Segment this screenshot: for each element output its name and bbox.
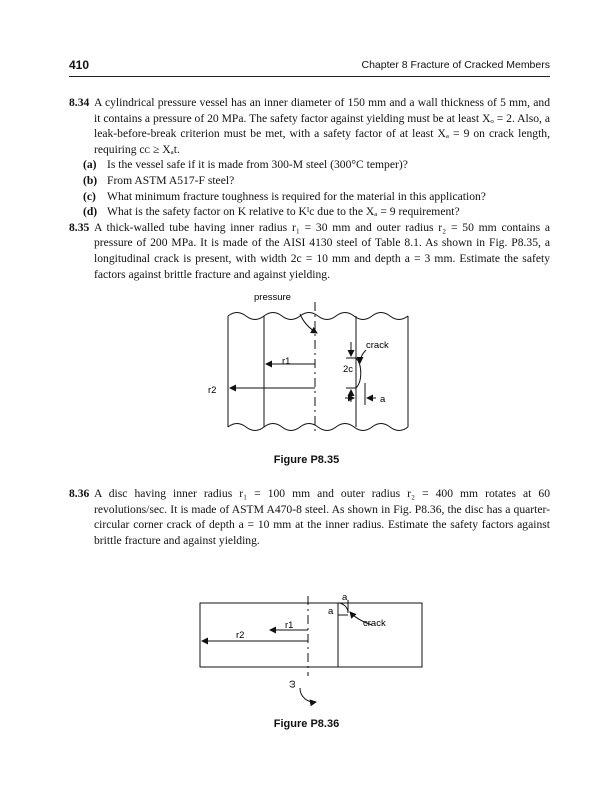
r1-label: r1: [282, 356, 291, 367]
page-header: [69, 58, 550, 77]
a-label: a: [380, 394, 386, 405]
chapter-title: Chapter 8 Fracture of Cracked Members: [361, 59, 550, 71]
crack-label: crack: [363, 618, 386, 629]
problem-text: A disc having inner radius r₁ = 100 mm and outer radius r₂ = 400 mm rotates at 60 revolutions/sec. It is made of ASTM A470-8 steel. As shown in Fig. P8.36, the disc has a quarter-circular corner crack of depth a = 10 mm at the inner radius. Estimate the safety factors against brittle fracture and against yielding.: [94, 487, 550, 547]
problem-8-35: [69, 220, 550, 282]
problem-part-d: (d) What is the safety factor on K relative to Kᴵc due to the Xₐ = 9 requirement?: [83, 205, 460, 219]
wavy-top-edge: [228, 313, 408, 320]
rotation-arrow: [300, 688, 316, 702]
a-side-label: a: [328, 606, 334, 617]
problem-part-b: (b) From ASTM A517-F steel?: [83, 173, 235, 187]
pressure-label: pressure: [254, 292, 291, 303]
crack-leader: [360, 350, 366, 363]
problem-number: 8.34: [69, 96, 90, 109]
crack-label: crack: [366, 340, 389, 351]
problem-text: A thick-walled tube having inner radius r₁ = 30 mm and outer radius r₂ = 50 mm contains a pressure of 200 MPa. It is made of the AISI 4130 steel of Table 8.1. As shown in Fig. P8.35, a longitudinal crack is present, with width 2c = 10 mm and depth a = 3 mm. Estimate the safety factors against brittle fracture and against yielding.: [94, 220, 550, 281]
problem-parts: [69, 157, 550, 219]
problem-part-c: (c) What minimum fracture toughness is required for the material in this application?: [83, 189, 486, 203]
figure-p8-36: [0, 585, 613, 710]
page-number: 410: [69, 58, 90, 72]
a-top-label: a: [342, 592, 348, 603]
wavy-bottom-edge: [228, 424, 408, 431]
2c-label: 2c: [343, 364, 354, 375]
figure-caption-p8-36: Figure P8.36: [273, 718, 340, 730]
problem-text: A cylindrical pressure vessel has an inner diameter of 150 mm and a wall thickness of 5 mm, and it contains a pressure of 20 MPa. The safety factor against yielding must be at least Xₒ = 2. Also, a leak-before-break criterion must be met, with a safety factor of at least Xₐ = 9 on crack length, requiring cᴄ ≥ Xₐt.: [94, 96, 550, 156]
r2-label: r2: [236, 630, 245, 641]
omega-label: ω: [287, 680, 298, 688]
figure-caption-p8-35: Figure P8.35: [273, 454, 340, 466]
problem-8-36: [69, 486, 550, 548]
pressure-arrow: [300, 314, 317, 333]
problem-number: 8.36: [69, 487, 90, 500]
problem-part-a: (a) Is the vessel safe if it is made from 300-M steel (300°C temper)?: [83, 158, 408, 172]
disc-left-section: [200, 603, 338, 667]
r1-label: r1: [285, 620, 294, 631]
r2-label: r2: [208, 385, 217, 396]
problem-8-34: [69, 95, 550, 282]
corner-crack: [338, 603, 348, 613]
figure-p8-35: [0, 280, 613, 440]
problem-number: 8.35: [69, 220, 90, 234]
